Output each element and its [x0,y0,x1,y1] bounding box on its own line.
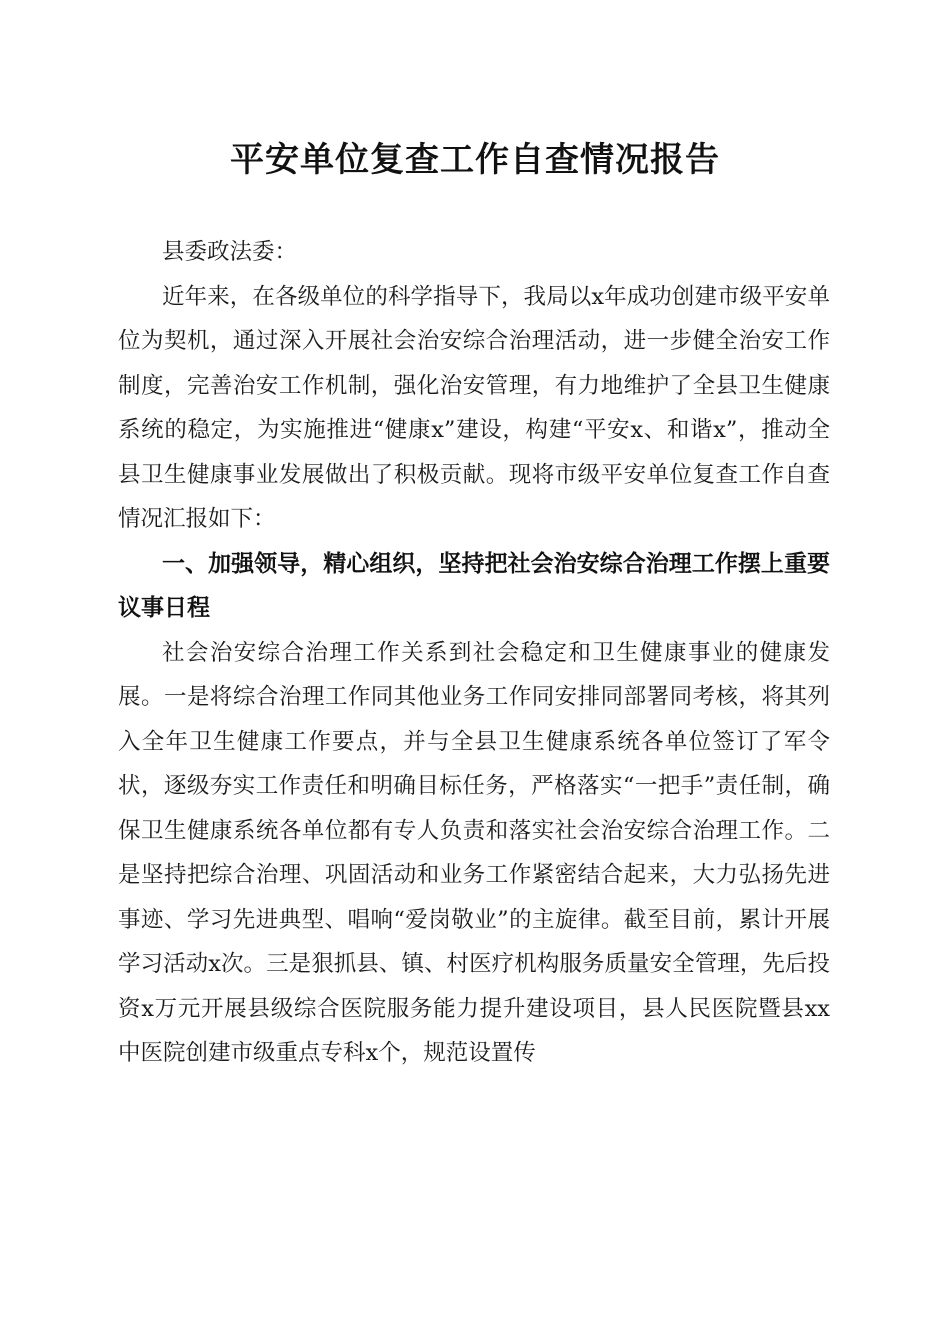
salutation: 县委政法委： [162,239,298,265]
document-body [118,230,830,1076]
intro-paragraph: 近年来，在各级单位的科学指导下，我局以x年成功创建市级平安单位为契机，通过深入开展社会治安综合治理活动，进一步健全治安工作制度，完善治安工作机制，强化治安管理，有力地维护了全县卫生健康系统的稳定，为实施推进“健康x”建设，构建“平安x、和谐x”，推动全县卫生健康事业发展做出了积极贡献。现将市级平安单位复查工作自查情况汇报如下： [118,283,830,532]
section-heading-1: 一、加强领导，精心组织，坚持把社会治安综合治理工作摆上重要议事日程 [118,550,830,621]
section-1-paragraph: 社会治安综合治理工作关系到社会稳定和卫生健康事业的健康发展。一是将综合治理工作同其他业务工作同安排同部署同考核，将其列入全年卫生健康工作要点，并与全县卫生健康系统各单位签订了军令状，逐级夯实工作责任和明确目标任务，严格落实“一把手”责任制，确保卫生健康系统各单位都有专人负责和落实社会治安综合治理工作。二是坚持把综合治理、巩固活动和业务工作紧密结合起来，大力弘扬先进事迹、学习先进典型、唱响“爱岗敬业”的主旋律。截至目前，累计开展学习活动x次。三是狠抓县、镇、村医疗机构服务质量安全管理，先后投资x万元开展县级综合医院服务能力提升建设项目，县人民医院暨县xx中医院创建市级重点专科x个，规范设置传 [118,639,830,1066]
document-title: 平安单位复查工作自查情况报告 [230,140,720,180]
